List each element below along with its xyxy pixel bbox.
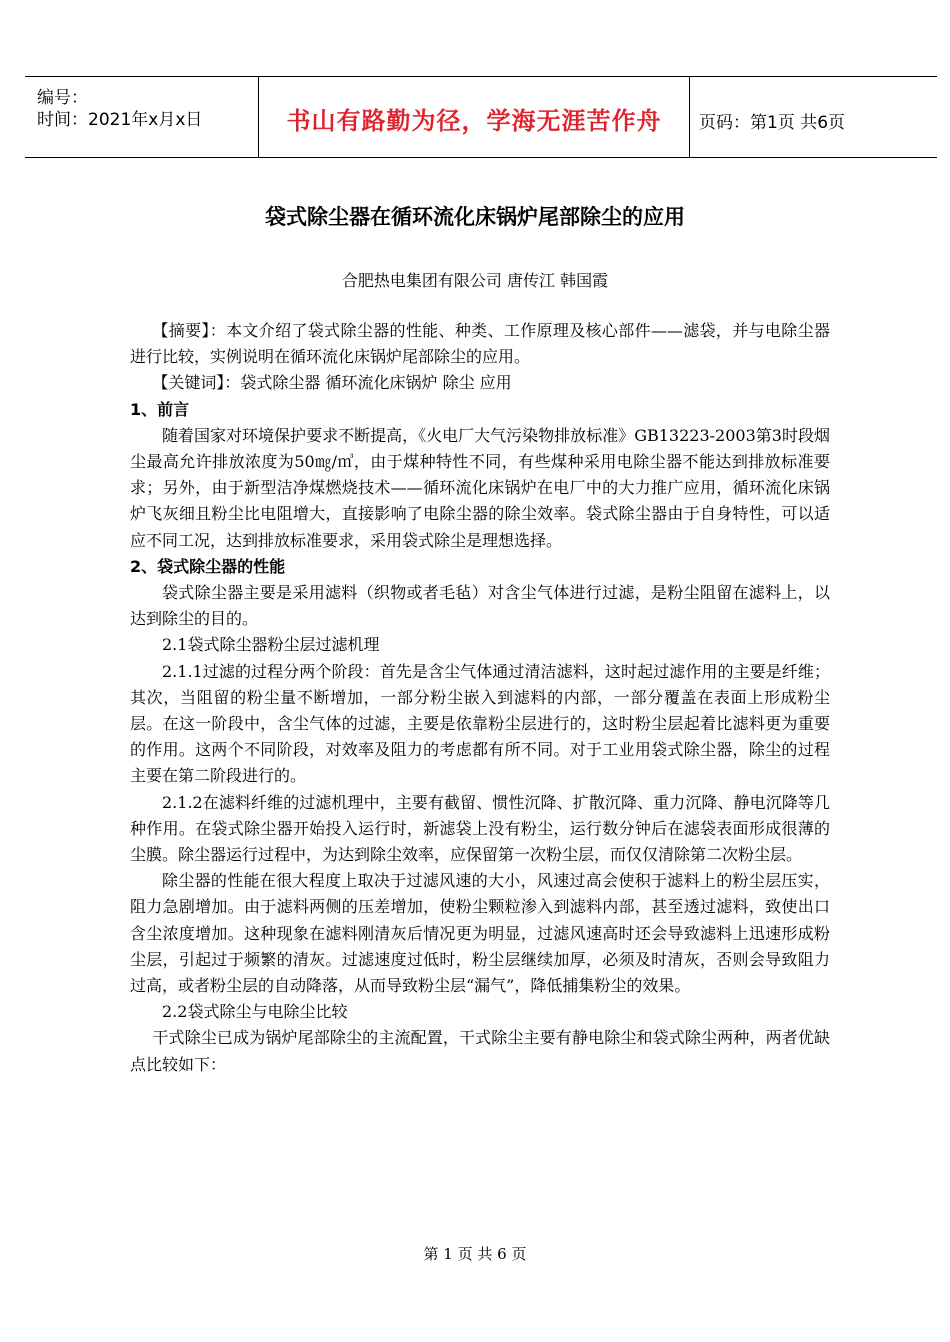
abstract-text: ：本文介绍了袋式除尘器的性能、种类、工作原理及核心部件——滤袋，并与电除尘器进行比较，实例说明在循环流化床锅炉尾部除尘的应用。 — [130, 321, 830, 367]
keywords-label: 【关键词】 — [152, 373, 225, 393]
paragraph: 2.1.1过滤的过程分两个阶段：首先是含尘气体通过清洁滤料，这时起过滤作用的主要是纤维；其次，当阻留的粉尘量不断增加，一部分粉尘嵌入到滤料的内部，一部分覆盖在表面上形成粉尘层。在这一阶段中，含尘气体的过滤，主要是依靠粉尘层进行的，这时粉尘层起着比滤料更为重要的作用。这两个不同阶段，对效率及阻力的考虑都有所不同。对于工业用袋式除尘器，除尘的过程主要在第二阶段进行的。 — [130, 661, 830, 786]
section-heading: 1、前言 — [130, 399, 190, 419]
abstract — [130, 318, 830, 370]
motto: 书山有路勤为径，学海无涯苦作舟 — [286, 107, 662, 135]
paragraph: 随着国家对环境保护要求不断提高，《火电厂大气污染物排放标准》GB13223-2003第3时段烟尘最高允许排放浓度为50㎎/㎥，由于煤种特性不同，有些煤种采用电除尘器不能达到排放标准要求；另外，由于新型洁净煤燃烧技术——循环流化床锅炉在电厂中的大力推广应用，循环流化床锅炉飞灰细且粉尘比电阻增大，直接影响了电除尘器的除尘效率。袋式除尘器由于自身特性，可以适应不同工况，达到排放标准要求，采用袋式除尘是理想选择。 — [130, 425, 830, 550]
page-header — [25, 76, 937, 158]
header-left-cell — [25, 77, 258, 157]
header-right-cell — [689, 77, 937, 157]
time-label: 时间：2021年x月x日 — [37, 110, 203, 130]
subsection-heading: 2.2袋式除尘与电除尘比较 — [162, 1002, 348, 1022]
paragraph: 除尘器的性能在很大程度上取决于过滤风速的大小，风速过高会使积于滤料上的粉尘层压实，阻力急剧增加。由于滤料两侧的压差增加，使粉尘颗粒渗入到滤料内部，甚至透过滤料，致使出口含尘浓度增加。这种现象在滤料刚清灰后情况更为明显，过滤风速高时还会导致滤料上迅速形成粉尘层，引起过于频繁的清灰。过滤速度过低时，粉尘层继续加厚，必须及时清灰，否则会导致阻力过高，或者粉尘层的自动降落，从而导致粉尘层“漏气”，降低捕集粉尘的效果。 — [130, 871, 830, 996]
document-body — [130, 318, 830, 1078]
paragraph: 袋式除尘器主要是采用滤料（织物或者毛毡）对含尘气体进行过滤，是粉尘阻留在滤料上，以达到除尘的目的。 — [130, 583, 830, 629]
number-label: 编号： — [37, 88, 88, 108]
keywords-text: ：袋式除尘器 循环流化床锅炉 除尘 应用 — [224, 373, 512, 393]
document-title: 袋式除尘器在循环流化床锅炉尾部除尘的应用 — [265, 205, 685, 229]
paragraph: 2.1.2在滤料纤维的过滤机理中，主要有截留、惯性沉降、扩散沉降、重力沉降、静电沉降等几种作用。在袋式除尘器开始投入运行时，新滤袋上没有粉尘，运行数分钟后在滤袋表面形成很薄的尘膜。除尘器运行过程中，为达到除尘效率，应保留第一次粉尘层，而仅仅清除第二次粉尘层。 — [130, 792, 830, 865]
page-label: 页码：第1页 共6页 — [699, 113, 846, 133]
subsection-heading: 2.1袋式除尘器粉尘层过滤机理 — [162, 635, 380, 655]
header-motto-cell — [258, 77, 690, 157]
section-heading: 2、袋式除尘器的性能 — [130, 556, 286, 576]
paragraph: 干式除尘已成为锅炉尾部除尘的主流配置，干式除尘主要有静电除尘和袋式除尘两种，两者优缺点比较如下： — [130, 1028, 830, 1074]
page-footer: 第 1 页 共 6 页 — [423, 1245, 527, 1263]
authors: 合肥热电集团有限公司 唐传江 韩国霞 — [341, 271, 609, 290]
abstract-label: 【摘要】 — [152, 321, 210, 340]
keywords — [130, 370, 830, 396]
